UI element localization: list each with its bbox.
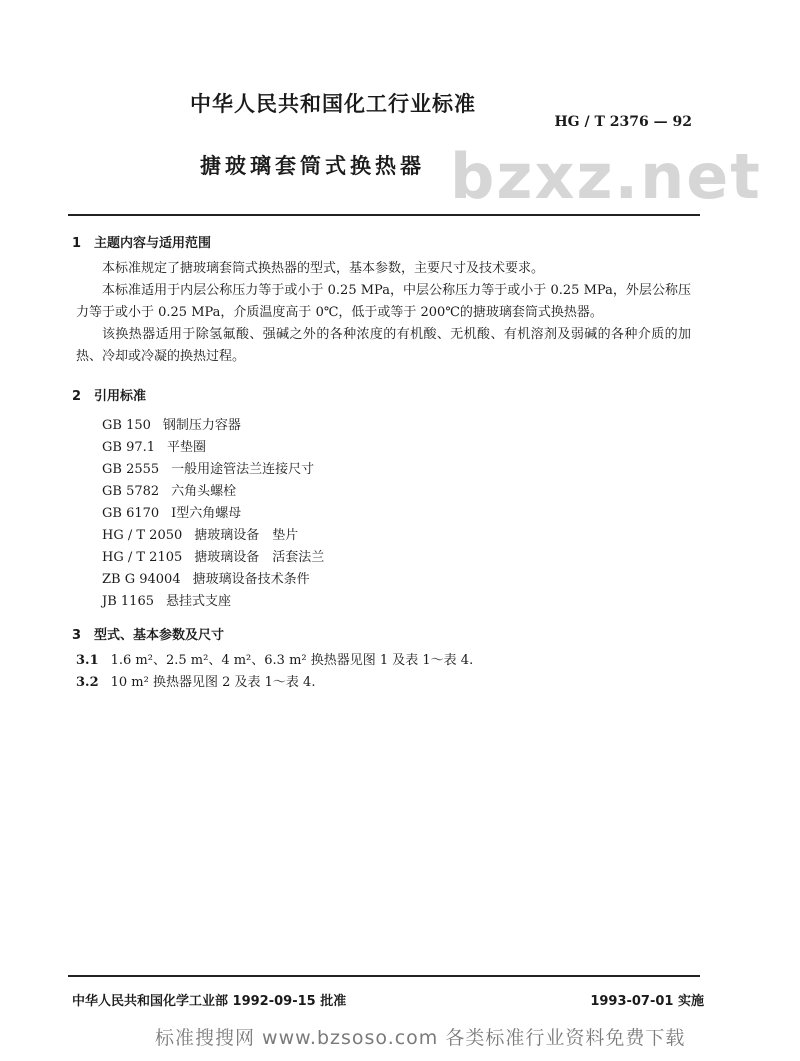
reference-code: GB 150 bbox=[102, 418, 151, 433]
reference-name: Ⅰ型六角螺母 bbox=[171, 506, 242, 521]
reference-item bbox=[102, 590, 231, 609]
watermark: bzxz.net bbox=[450, 140, 762, 213]
reference-name: 六角头螺栓 bbox=[171, 484, 237, 499]
reference-item bbox=[102, 502, 241, 521]
header-divider bbox=[68, 214, 700, 216]
reference-code: HG / T 2105 bbox=[102, 550, 183, 565]
item-number: 3.1 bbox=[76, 653, 99, 668]
reference-name: 搪玻璃设备 活套法兰 bbox=[194, 550, 325, 565]
site-banner: 标准搜搜网 www.bzsoso.com 各类标准行业资料免费下载 bbox=[155, 1027, 686, 1049]
reference-item bbox=[102, 524, 298, 543]
section-3-title: 型式、基本参数及尺寸 bbox=[94, 628, 225, 643]
reference-name: 一般用途管法兰连接尺寸 bbox=[171, 462, 315, 477]
reference-code: GB 6170 bbox=[102, 506, 160, 521]
section-2-heading bbox=[72, 385, 146, 404]
reference-name: 悬挂式支座 bbox=[165, 594, 231, 609]
reference-item bbox=[102, 436, 206, 455]
reference-item bbox=[102, 546, 324, 565]
issuing-organization: 中华人民共和国化工行业标准 bbox=[190, 92, 476, 116]
item-text: 1.6 m²、2.5 m²、4 m²、6.3 m² 换热器见图 1 及表 1～表 4. bbox=[110, 653, 474, 668]
reference-code: JB 1165 bbox=[102, 594, 154, 609]
reference-name: 平垫圈 bbox=[167, 440, 207, 455]
reference-code: GB 5782 bbox=[102, 484, 160, 499]
section-1-paragraph-1: 本标准规定了搪玻璃套筒式换热器的型式，基本参数，主要尺寸及技术要求。 bbox=[102, 261, 545, 276]
section-1-paragraph-2: 本标准适用于内层公称压力等于或小于 0.25 MPa，中层公称压力等于或小于 0.25 MPa，外层公称压力等于或小于 0.25 MPa，介质温度高于 0℃，低于或等于 200℃的搪玻璃套筒式换热器。 bbox=[76, 283, 691, 320]
reference-name: 钢制压力容器 bbox=[162, 418, 241, 433]
reference-code: GB 2555 bbox=[102, 462, 160, 477]
section-2-title: 引用标准 bbox=[94, 389, 147, 404]
item-text: 10 m² 换热器见图 2 及表 1～表 4. bbox=[110, 675, 316, 690]
reference-name: 搪玻璃设备 垫片 bbox=[194, 528, 299, 543]
approval-note: 中华人民共和国化学工业部 1992-09-15 批准 bbox=[72, 994, 347, 1009]
section-1-paragraph-3: 该换热器适用于除氢氟酸、强碱之外的各种浓度的有机酸、无机酸、有机溶剂及弱碱的各种介质的加热、冷却或冷凝的换热过程。 bbox=[76, 327, 691, 364]
footer-divider bbox=[68, 975, 700, 977]
reference-item bbox=[102, 480, 236, 499]
reference-item bbox=[102, 568, 310, 587]
document-title: 搪玻璃套筒式换热器 bbox=[200, 154, 425, 178]
section-3-item-2 bbox=[76, 672, 691, 694]
section-3-item-1 bbox=[76, 650, 691, 672]
reference-item bbox=[102, 414, 241, 433]
standard-code: HG / T 2376 — 92 bbox=[554, 114, 692, 130]
section-3-heading bbox=[72, 624, 224, 643]
reference-code: GB 97.1 bbox=[102, 440, 156, 455]
section-1-title: 主题内容与适用范围 bbox=[94, 236, 212, 251]
section-1-heading bbox=[72, 232, 211, 251]
section-1-number: 1 bbox=[72, 236, 82, 251]
item-number: 3.2 bbox=[76, 675, 99, 690]
implementation-date: 1993-07-01 实施 bbox=[590, 994, 704, 1009]
section-3-number: 3 bbox=[72, 628, 82, 643]
section-2-number: 2 bbox=[72, 389, 82, 404]
reference-code: HG / T 2050 bbox=[102, 528, 183, 543]
reference-code: ZB G 94004 bbox=[102, 572, 181, 587]
reference-name: 搪玻璃设备技术条件 bbox=[192, 572, 310, 587]
reference-item bbox=[102, 458, 314, 477]
